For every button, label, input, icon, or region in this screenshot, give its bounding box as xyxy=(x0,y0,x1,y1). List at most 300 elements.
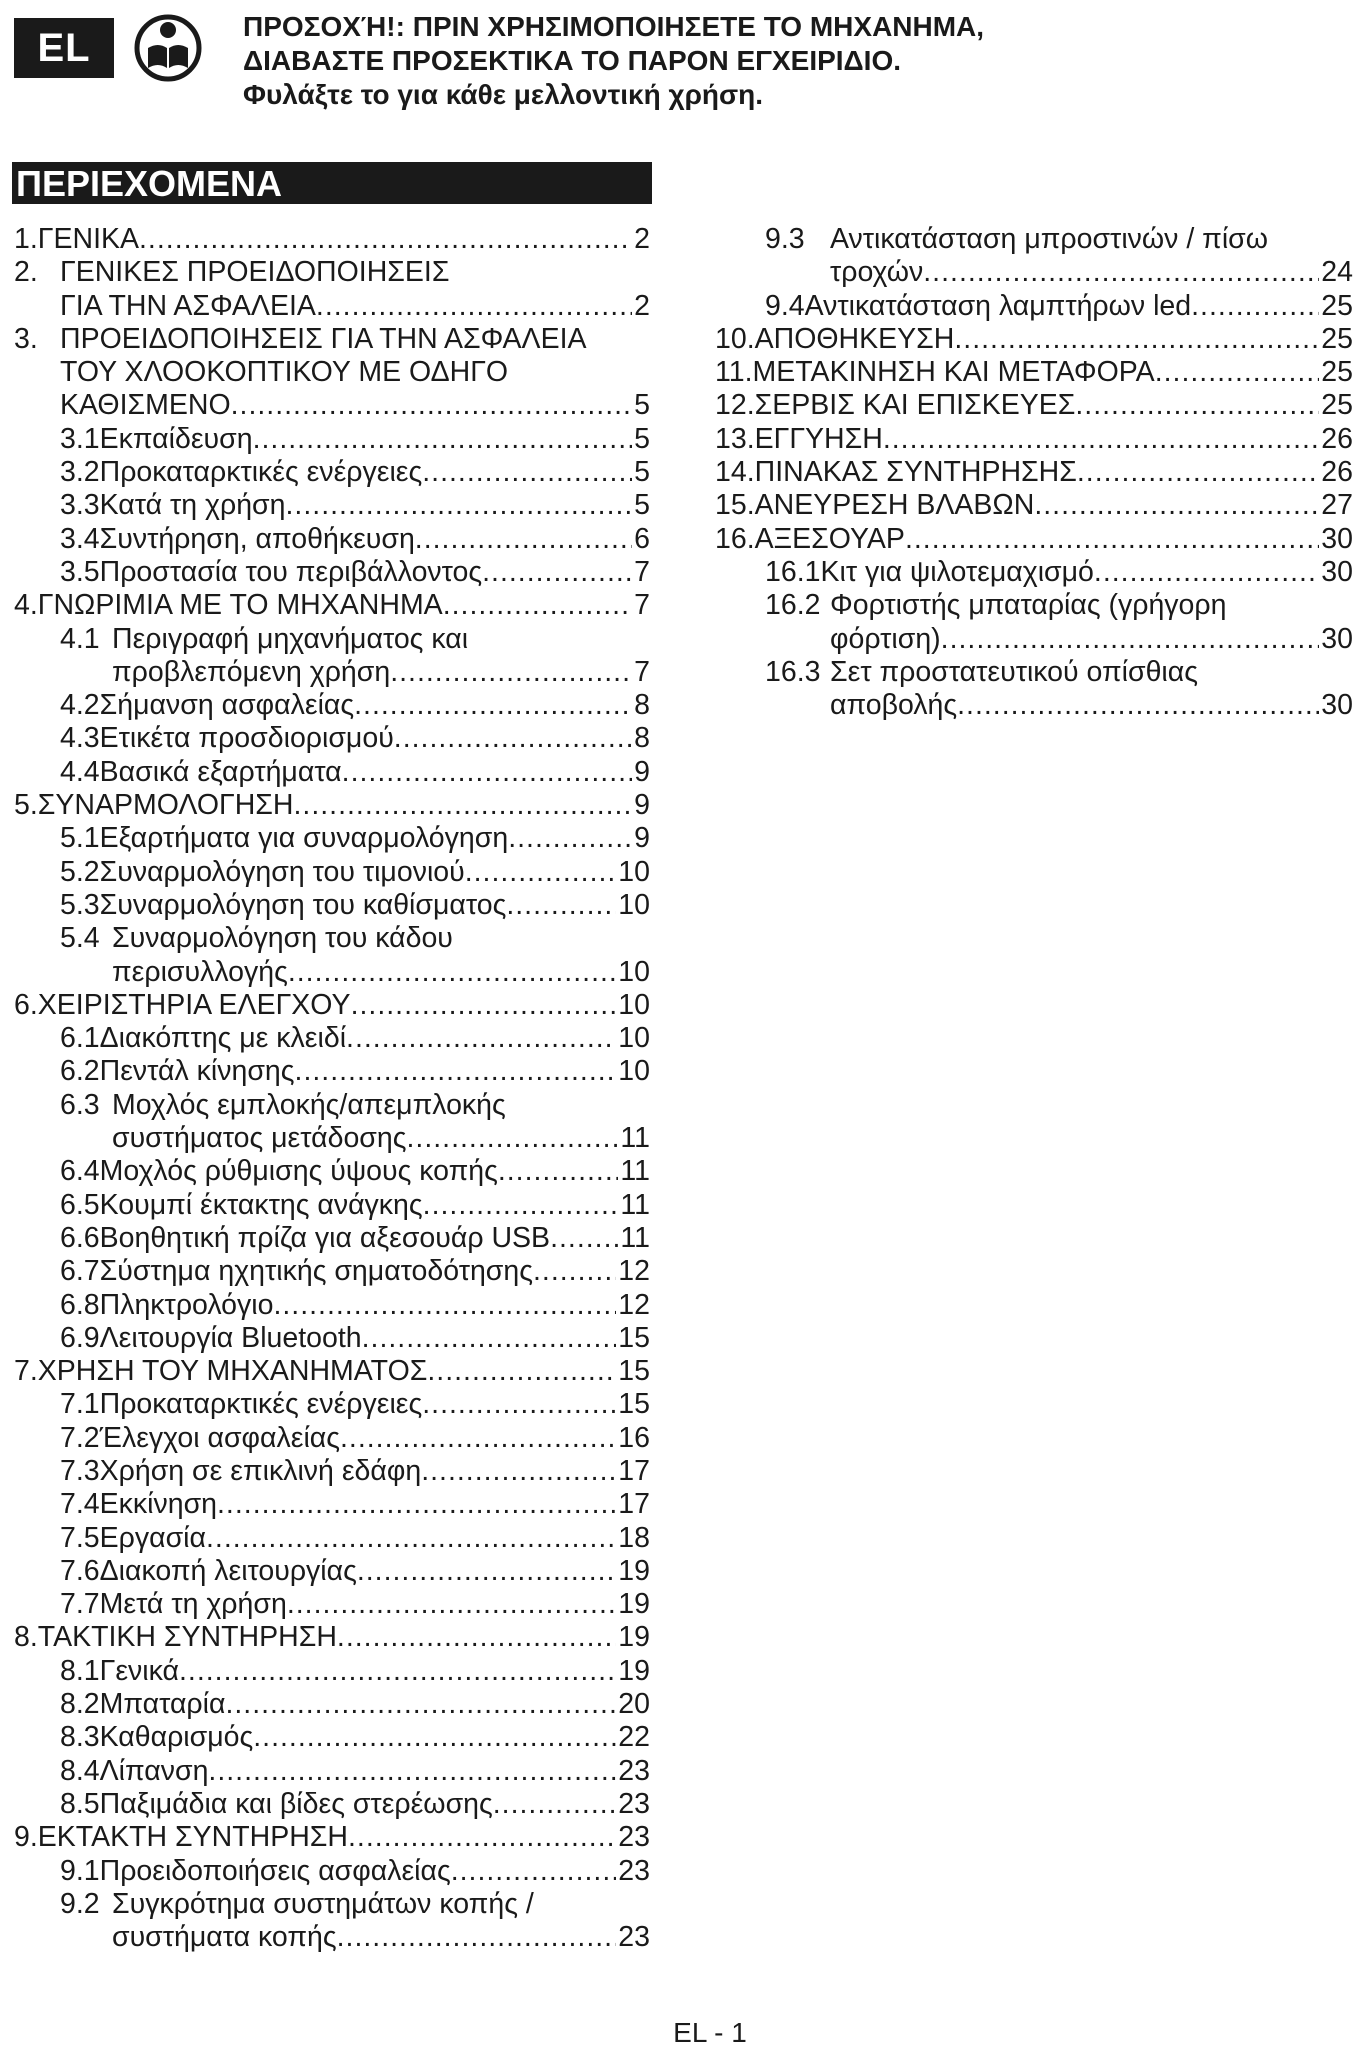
toc-dot-leader xyxy=(357,1555,616,1588)
toc-dot-leader xyxy=(316,290,632,323)
toc-entry[interactable] xyxy=(12,989,650,1022)
toc-entry-title: ΠΙΝΑΚΑΣ ΣΥΝΤΗΡΗΣΗΣ xyxy=(754,456,1077,489)
toc-dot-leader xyxy=(253,423,633,456)
toc-entry-number: 6.6 xyxy=(60,1221,100,1254)
toc-entry-number: 6.4 xyxy=(60,1155,100,1188)
toc-page-number: 16 xyxy=(618,1421,650,1454)
toc-entry-title: Σήμανση ασφαλείας xyxy=(99,689,355,722)
toc-page-number: 8 xyxy=(634,689,650,722)
toc-page-number: 19 xyxy=(618,1554,650,1587)
toc-entry-title: Προκαταρκτικές ενέργειες xyxy=(99,1388,423,1421)
toc-entry-title: Έλεγχοι ασφαλείας xyxy=(99,1421,340,1454)
toc-entry-title: ΑΝΕΥΡΕΣΗ ΒΛΑΒΩΝ xyxy=(754,489,1035,522)
toc-entry[interactable] xyxy=(12,1588,650,1621)
toc-dot-leader xyxy=(533,1255,616,1288)
toc-entry-number: 3.4 xyxy=(60,522,100,555)
toc-entry-title: Μπαταρία xyxy=(99,1688,226,1721)
toc-dot-leader xyxy=(208,1755,616,1788)
toc-entry[interactable] xyxy=(12,1821,650,1854)
toc-dot-leader xyxy=(421,1455,616,1488)
toc-page-number: 30 xyxy=(1321,689,1353,722)
toc-entry[interactable] xyxy=(713,456,1353,489)
toc-entry[interactable] xyxy=(12,1089,650,1156)
toc-dot-leader xyxy=(287,1588,616,1621)
toc-entry[interactable] xyxy=(12,889,650,922)
toc-entry-number: 15. xyxy=(715,489,755,522)
toc-entry-title: Εργασία xyxy=(99,1521,206,1554)
toc-entry-number: 8.5 xyxy=(60,1787,100,1820)
toc-entry-number: 4.2 xyxy=(60,689,100,722)
toc-right-column xyxy=(713,223,1353,722)
toc-entry-title: Γενικά xyxy=(99,1654,179,1687)
toc-dot-leader xyxy=(406,1122,618,1155)
toc-page-number: 9 xyxy=(634,789,650,822)
toc-entry[interactable] xyxy=(12,1455,650,1488)
toc-entry-title: ΜΕΤΑΚΙΝΗΣΗ ΚΑΙ ΜΕΤΑΦΟΡΑ xyxy=(752,356,1155,389)
toc-entry-title: Βοηθητική πρίζα για αξεσουάρ USB xyxy=(99,1221,551,1254)
toc-page-number: 23 xyxy=(618,1754,650,1787)
toc-entry-title: Αντικατάσταση μπροστινών / πίσω xyxy=(830,223,1268,255)
toc-entry-number: 16.1 xyxy=(765,555,821,588)
toc-entry-title: ΣΥΝΑΡΜΟΛΟΓΗΣΗ xyxy=(37,789,294,822)
toc-entry-title: Ετικέτα προσδιορισμού xyxy=(99,722,394,755)
toc-entry[interactable] xyxy=(713,323,1353,356)
toc-entry[interactable] xyxy=(12,623,650,690)
toc-entry-title: Παξιμάδια και βίδες στερέωσης xyxy=(99,1787,493,1820)
toc-page-number: 6 xyxy=(634,522,650,555)
toc-dot-leader xyxy=(225,1688,616,1721)
toc-page-number: 7 xyxy=(634,589,650,622)
toc-entry[interactable] xyxy=(12,1621,650,1654)
toc-dot-leader xyxy=(905,523,1319,556)
toc-page-number: 9 xyxy=(634,822,650,855)
toc-entry-title-continued: συστήματα κοπής xyxy=(112,1921,337,1954)
toc-entry-title: Συντήρηση, αποθήκευση xyxy=(99,522,415,555)
toc-dot-leader xyxy=(1155,356,1320,389)
toc-entry-title: ΓΕΝΙΚΕΣ ΠΡΟΕΙΔΟΠΟΙΗΣΕΙΣ xyxy=(60,256,450,289)
toc-dot-leader xyxy=(217,1488,616,1521)
toc-dot-leader xyxy=(493,1788,617,1821)
toc-page-number: 5 xyxy=(634,422,650,455)
toc-dot-leader xyxy=(423,1189,619,1222)
toc-entry-number: 4.1 xyxy=(60,622,100,655)
toc-entry[interactable] xyxy=(12,1755,650,1788)
toc-entry-title: Βασικά εξαρτήματα xyxy=(99,755,342,788)
toc-entry-title: Εκπαίδευση xyxy=(99,422,253,455)
toc-page-number: 10 xyxy=(618,1055,650,1088)
toc-dot-leader xyxy=(498,1155,619,1188)
toc-entry[interactable] xyxy=(12,556,650,589)
toc-entry[interactable] xyxy=(12,1388,650,1421)
toc-page-number: 30 xyxy=(1321,522,1353,555)
toc-entry-number: 7. xyxy=(14,1355,38,1388)
toc-entry[interactable] xyxy=(713,223,1353,290)
toc-entry[interactable] xyxy=(12,689,650,722)
toc-entry[interactable] xyxy=(12,589,650,622)
toc-entry-title: ΕΓΓΥΗΣΗ xyxy=(754,422,883,455)
toc-entry-title-continued: φόρτιση) xyxy=(830,622,941,655)
toc-entry[interactable] xyxy=(713,523,1353,556)
toc-dot-leader xyxy=(390,656,632,689)
read-manual-icon xyxy=(134,10,202,82)
toc-dot-leader xyxy=(346,1022,616,1055)
toc-entry-number: 6.9 xyxy=(60,1321,100,1354)
toc-dot-leader xyxy=(354,689,632,722)
safety-warning xyxy=(243,10,1343,112)
toc-entry-number: 5.1 xyxy=(60,822,100,855)
toc-dot-leader xyxy=(957,689,1319,722)
toc-entry-number: 6. xyxy=(14,988,38,1021)
toc-entry-number: 9.3 xyxy=(765,223,805,255)
toc-dot-leader xyxy=(206,1522,616,1555)
toc-dot-leader xyxy=(253,1721,616,1754)
toc-entry-number: 4. xyxy=(14,589,38,622)
toc-entry[interactable] xyxy=(12,323,650,423)
toc-entry-number: 7.4 xyxy=(60,1488,100,1521)
toc-dot-leader xyxy=(482,556,632,589)
toc-page-number: 22 xyxy=(618,1721,650,1754)
toc-dot-leader xyxy=(394,722,632,755)
toc-entry-title-continued: ΚΑΘΙΣΜΕΝΟ xyxy=(60,389,231,422)
warning-line: Φυλάξτε το για κάθε μελλοντική χρήση. xyxy=(243,79,764,110)
toc-entry-title: Συναρμολόγηση του κάδου xyxy=(112,922,453,955)
toc-entry-title: Καθαρισμός xyxy=(99,1721,254,1754)
toc-entry[interactable] xyxy=(12,1355,650,1388)
toc-page-number: 8 xyxy=(634,722,650,755)
toc-entry-number: 3. xyxy=(14,322,38,355)
toc-entry[interactable] xyxy=(713,423,1353,456)
toc-entry-title-continued: περισυλλογής xyxy=(112,955,288,988)
toc-entry[interactable] xyxy=(12,789,650,822)
toc-entry-title: Συναρμολόγηση του καθίσματος xyxy=(99,888,507,921)
toc-entry-title: Αντικατάσταση λαμπτήρων led xyxy=(804,289,1192,322)
toc-page-number: 10 xyxy=(618,1022,650,1055)
language-code-badge: EL xyxy=(14,18,114,78)
toc-entry[interactable] xyxy=(12,1855,650,1888)
toc-dot-leader xyxy=(422,1388,616,1421)
toc-entry-number: 8.1 xyxy=(60,1654,100,1687)
toc-page-number: 11 xyxy=(620,1122,650,1155)
toc-dot-leader xyxy=(273,1289,616,1322)
toc-entry-number: 5.3 xyxy=(60,888,100,921)
toc-entry-title-continued: τροχών xyxy=(830,256,924,289)
toc-dot-leader xyxy=(179,1655,616,1688)
toc-entry-number: 6.2 xyxy=(60,1055,100,1088)
toc-entry-number: 6.8 xyxy=(60,1288,100,1321)
toc-entry-title: Πεντάλ κίνησης xyxy=(99,1055,295,1088)
toc-entry-number: 9.4 xyxy=(765,289,805,322)
toc-dot-leader xyxy=(348,1821,616,1854)
toc-page-number: 26 xyxy=(1321,456,1353,489)
toc-entry[interactable] xyxy=(12,1189,650,1222)
toc-entry-number: 9.2 xyxy=(60,1887,100,1920)
toc-dot-leader xyxy=(415,523,632,556)
toc-entry[interactable] xyxy=(12,223,650,256)
toc-page-number: 15 xyxy=(618,1355,650,1388)
toc-entry-title: Χρήση σε επικλινή εδάφη xyxy=(99,1454,422,1487)
toc-entry-number: 8. xyxy=(14,1621,38,1654)
toc-entry-title-continued: ΤΟΥ ΧΛΟΟΚΟΠΤΙΚΟΥ ΜΕ ΟΔΗΓΟ xyxy=(60,356,509,389)
toc-entry-title: Πληκτρολόγιο xyxy=(99,1288,274,1321)
toc-entry-title: Μοχλός ρύθμισης ύψους κοπής xyxy=(99,1155,498,1188)
toc-entry[interactable] xyxy=(12,1721,650,1754)
toc-page-number: 20 xyxy=(618,1688,650,1721)
toc-entry-title-continued: συστήματος μετάδοσης xyxy=(112,1122,407,1155)
toc-entry-title: ΣΕΡΒΙΣ ΚΑΙ ΕΠΙΣΚΕΥΕΣ xyxy=(754,389,1076,422)
page-footer xyxy=(0,2017,1367,2049)
toc-entry[interactable] xyxy=(12,1155,650,1188)
toc-entry-number: 13. xyxy=(715,422,755,455)
toc-page-number: 15 xyxy=(618,1388,650,1421)
toc-entry-title: Μετά τη χρήση xyxy=(99,1588,287,1621)
toc-entry[interactable] xyxy=(12,856,650,889)
toc-dot-leader xyxy=(340,1422,616,1455)
toc-page-number: 23 xyxy=(618,1821,650,1854)
toc-page-number: 10 xyxy=(618,888,650,921)
toc-entry-number: 2. xyxy=(14,256,38,289)
toc-entry-number: 8.4 xyxy=(60,1754,100,1787)
toc-page-number: 7 xyxy=(634,555,650,588)
toc-entry-number: 6.7 xyxy=(60,1255,100,1288)
toc-entry-title: Λειτουργία Bluetooth xyxy=(99,1321,362,1354)
toc-page-number: 10 xyxy=(618,855,650,888)
toc-page-number: 25 xyxy=(1321,322,1353,355)
toc-dot-leader xyxy=(550,1222,618,1255)
toc-entry-number: 16. xyxy=(715,522,755,555)
toc-dot-leader xyxy=(286,489,633,522)
toc-dot-leader xyxy=(443,589,632,622)
toc-page-number: 19 xyxy=(618,1654,650,1687)
toc-dot-leader xyxy=(954,323,1319,356)
toc-dot-leader xyxy=(1077,456,1319,489)
toc-entry-title: Εκκίνηση xyxy=(99,1488,218,1521)
toc-entry-number: 5. xyxy=(14,789,38,822)
toc-entry-number: 8.2 xyxy=(60,1688,100,1721)
toc-entry-number: 4.3 xyxy=(60,722,100,755)
toc-entry[interactable] xyxy=(12,1422,650,1455)
toc-entry-title-continued: αποβολής xyxy=(830,689,958,722)
toc-entry-title: Περιγραφή μηχανήματος και xyxy=(112,622,469,655)
toc-entry-title: ΑΠΟΘΗΚΕΥΣΗ xyxy=(754,322,955,355)
toc-dot-leader xyxy=(231,389,633,422)
toc-entry[interactable] xyxy=(713,556,1353,589)
toc-entry-title-continued: ΓΙΑ ΤΗΝ ΑΣΦΑΛΕΙΑ xyxy=(60,289,316,322)
toc-entry-title: Σύστημα ηχητικής σηματοδότησης xyxy=(99,1255,533,1288)
toc-page-number: 24 xyxy=(1321,256,1353,289)
toc-entry-title: Διακόπτης με κλειδί xyxy=(99,1022,347,1055)
toc-entry-number: 12. xyxy=(715,389,755,422)
toc-entry-title: Μοχλός εμπλοκής/απεμπλοκής xyxy=(112,1088,506,1121)
toc-entry-number: 16.3 xyxy=(765,655,821,688)
toc-entry-title: Κατά τη χρήση xyxy=(99,489,286,522)
toc-entry[interactable] xyxy=(12,822,650,855)
toc-entry-title-continued: προβλεπόμενη χρήση xyxy=(112,655,391,688)
toc-entry[interactable] xyxy=(12,1255,650,1288)
toc-left-column xyxy=(12,223,650,1954)
toc-entry-number: 7.3 xyxy=(60,1454,100,1487)
toc-entry-number: 5.4 xyxy=(60,922,100,955)
toc-page-number: 18 xyxy=(618,1521,650,1554)
toc-page-number: 11 xyxy=(620,1188,650,1221)
toc-page-number: 5 xyxy=(634,389,650,422)
toc-dot-leader xyxy=(351,989,617,1022)
toc-entry-title: Προστασία του περιβάλλοντος xyxy=(99,555,483,588)
toc-entry[interactable] xyxy=(12,1688,650,1721)
toc-entry-title: ΓΕΝΙΚΑ xyxy=(37,223,140,255)
toc-entry-title: ΠΡΟΕΙΔΟΠΟΙΗΣΕΙΣ ΓΙΑ ΤΗΝ ΑΣΦΑΛΕΙΑ xyxy=(60,322,587,355)
toc-entry-number: 16.2 xyxy=(765,589,821,622)
toc-entry-title: ΓΝΩΡΙΜΙΑ ΜΕ ΤΟ ΜΗΧΑΝΗΜΑ xyxy=(37,589,443,622)
toc-entry[interactable] xyxy=(12,1522,650,1555)
toc-entry[interactable] xyxy=(12,1655,650,1688)
toc-page-number: 26 xyxy=(1321,422,1353,455)
toc-entry-number: 6.3 xyxy=(60,1088,100,1121)
toc-entry[interactable] xyxy=(12,1888,650,1955)
toc-page-number: 10 xyxy=(618,955,650,988)
toc-page-number: 17 xyxy=(618,1488,650,1521)
toc-page-number: 15 xyxy=(618,1321,650,1354)
toc-entry[interactable] xyxy=(12,423,650,456)
toc-entry-number: 7.1 xyxy=(60,1388,100,1421)
warning-line: ΠΡΟΣΟΧΉ!: ΠΡΙΝ ΧΡΗΣΙΜΟΠΟΙΗΣΕΤΕ ΤΟ ΜΗΧΑΝΗΜΑ, xyxy=(243,11,985,42)
toc-dot-leader xyxy=(1094,556,1319,589)
page-number: EL - 1 xyxy=(673,2017,747,2048)
toc-entry-title: ΧΕΙΡΙΣΤΗΡΙΑ ΕΛΕΓΧΟΥ xyxy=(37,988,351,1021)
toc-entry-title: ΑΞΕΣΟΥΑΡ xyxy=(754,522,905,555)
toc-entry[interactable] xyxy=(713,589,1353,656)
toc-entry-number: 7.6 xyxy=(60,1554,100,1587)
toc-page-number: 19 xyxy=(618,1621,650,1654)
toc-entry-title: ΕΚΤΑΚΤΗ ΣΥΝΤΗΡΗΣΗ xyxy=(37,1821,349,1854)
warning-line: ΔΙΑΒΑΣΤΕ ΠΡΟΣΕΚΤΙΚΑ ΤΟ ΠΑΡΟΝ ΕΓΧΕΙΡΙΔΙΟ. xyxy=(243,45,902,76)
toc-dot-leader xyxy=(1075,389,1319,422)
toc-entry[interactable] xyxy=(713,656,1353,723)
toc-page-number: 19 xyxy=(618,1588,650,1621)
toc-entry[interactable] xyxy=(12,523,650,556)
toc-dot-leader xyxy=(941,623,1320,656)
toc-dot-leader xyxy=(427,1355,616,1388)
toc-dot-leader xyxy=(342,756,632,789)
toc-page-number: 25 xyxy=(1321,356,1353,389)
toc-entry[interactable] xyxy=(12,1488,650,1521)
toc-entry-number: 3.1 xyxy=(60,422,100,455)
toc-entry-title: Συναρμολόγηση του τιμονιού xyxy=(99,855,465,888)
toc-page-number: 12 xyxy=(618,1255,650,1288)
toc-dot-leader xyxy=(1034,489,1319,522)
toc-entry-number: 9.1 xyxy=(60,1854,100,1887)
toc-entry[interactable] xyxy=(713,389,1353,422)
toc-page-number: 17 xyxy=(618,1454,650,1487)
toc-page-number: 23 xyxy=(618,1787,650,1820)
toc-entry[interactable] xyxy=(12,1788,650,1821)
toc-page-number: 2 xyxy=(634,223,650,255)
toc-dot-leader xyxy=(451,1855,617,1888)
toc-entry[interactable] xyxy=(713,489,1353,522)
toc-dot-leader xyxy=(337,1921,617,1954)
toc-page-number: 11 xyxy=(620,1221,650,1254)
toc-entry[interactable] xyxy=(12,1055,650,1088)
toc-page-number: 11 xyxy=(620,1155,650,1188)
toc-page-number: 23 xyxy=(618,1921,650,1954)
toc-entry-number: 6.5 xyxy=(60,1188,100,1221)
toc-dot-leader xyxy=(923,256,1319,289)
toc-dot-leader xyxy=(362,1322,617,1355)
toc-page-number: 7 xyxy=(634,655,650,688)
toc-entry-title: Κιτ για ψιλοτεμαχισμό xyxy=(820,555,1094,588)
toc-entry[interactable] xyxy=(713,290,1353,323)
toc-entry[interactable] xyxy=(713,356,1353,389)
toc-title: ΠΕΡΙΕΧΟΜΕΝΑ xyxy=(12,162,652,204)
toc-entry-title: Φορτιστής μπαταρίας (γρήγορη xyxy=(830,589,1227,622)
toc-entry-title: Λίπανση xyxy=(99,1754,209,1787)
toc-page-number: 25 xyxy=(1321,289,1353,322)
toc-entry[interactable] xyxy=(12,722,650,755)
toc-page-number: 30 xyxy=(1321,622,1353,655)
toc-page-number: 27 xyxy=(1321,489,1353,522)
toc-dot-leader xyxy=(139,223,632,256)
toc-entry-number: 7.5 xyxy=(60,1521,100,1554)
toc-page-number: 12 xyxy=(618,1288,650,1321)
toc-entry-number: 3.2 xyxy=(60,456,100,489)
toc-entry-title: Σετ προστατευτικού οπίσθιας xyxy=(830,655,1198,688)
toc-entry-number: 6.1 xyxy=(60,1022,100,1055)
toc-entry-title: Προκαταρκτικές ενέργειες xyxy=(99,456,423,489)
toc-dot-leader xyxy=(1191,290,1319,323)
toc-entry-number: 14. xyxy=(715,456,755,489)
toc-entry-title: Συγκρότημα συστημάτων κοπής / xyxy=(112,1887,534,1920)
toc-entry-number: 3.5 xyxy=(60,555,100,588)
toc-dot-leader xyxy=(508,822,632,855)
toc-page-number: 30 xyxy=(1321,555,1353,588)
toc-entry-title: Προειδοποιήσεις ασφαλείας xyxy=(99,1854,451,1887)
toc-entry[interactable] xyxy=(12,1289,650,1322)
toc-entry[interactable] xyxy=(12,1222,650,1255)
toc-page-number: 23 xyxy=(618,1854,650,1887)
toc-entry-title: Εξαρτήματα για συναρμολόγηση xyxy=(99,822,509,855)
toc-entry-number: 7.2 xyxy=(60,1421,100,1454)
toc-entry-number: 3.3 xyxy=(60,489,100,522)
toc-entry[interactable] xyxy=(12,489,650,522)
toc-entry[interactable] xyxy=(12,1322,650,1355)
toc-entry-title: Διακοπή λειτουργίας xyxy=(99,1554,357,1587)
toc-dot-leader xyxy=(422,456,632,489)
toc-entry[interactable] xyxy=(12,1555,650,1588)
toc-entry[interactable] xyxy=(12,256,650,323)
toc-entry-number: 10. xyxy=(715,322,755,355)
toc-dot-leader xyxy=(295,1055,617,1088)
toc-dot-leader xyxy=(883,423,1319,456)
toc-entry[interactable] xyxy=(12,1022,650,1055)
toc-page-number: 2 xyxy=(634,289,650,322)
toc-page-number: 5 xyxy=(634,456,650,489)
toc-dot-leader xyxy=(288,956,616,989)
toc-dot-leader xyxy=(337,1621,616,1654)
toc-entry-number: 8.3 xyxy=(60,1721,100,1754)
toc-page-number: 5 xyxy=(634,489,650,522)
toc-entry[interactable] xyxy=(12,456,650,489)
toc-entry-number: 1. xyxy=(14,223,38,255)
toc-entry[interactable] xyxy=(12,756,650,789)
toc-entry-title: ΧΡΗΣΗ ΤΟΥ ΜΗΧΑΝΗΜΑΤΟΣ xyxy=(37,1355,428,1388)
toc-entry-number: 9. xyxy=(14,1821,38,1854)
toc-dot-leader xyxy=(294,789,633,822)
toc-entry-number: 7.7 xyxy=(60,1588,100,1621)
toc-page-number: 10 xyxy=(618,988,650,1021)
toc-entry[interactable] xyxy=(12,922,650,989)
toc-entry-title: ΤΑΚΤΙΚΗ ΣΥΝΤΗΡΗΣΗ xyxy=(37,1621,337,1654)
toc-entry-title: Κουμπί έκτακτης ανάγκης xyxy=(99,1188,423,1221)
toc-entry-number: 5.2 xyxy=(60,855,100,888)
